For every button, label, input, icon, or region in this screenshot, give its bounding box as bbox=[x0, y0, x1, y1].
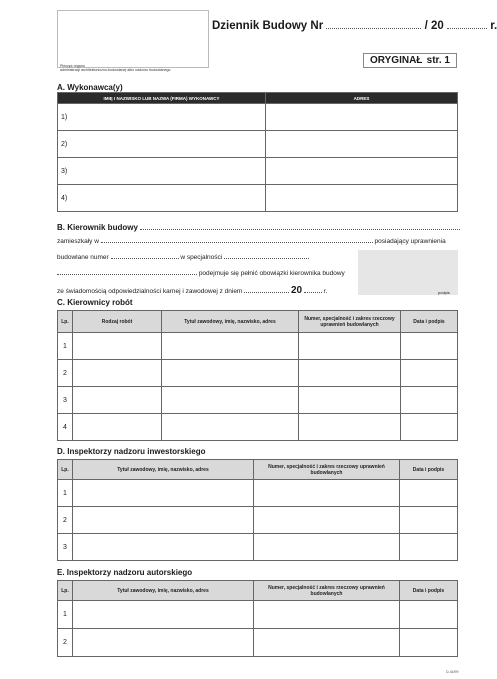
row-number: 4 bbox=[58, 414, 73, 441]
signature-label: podpis bbox=[438, 290, 450, 295]
year-field[interactable] bbox=[304, 292, 322, 293]
table-row[interactable] bbox=[58, 158, 458, 185]
cell[interactable] bbox=[162, 333, 299, 360]
table-row[interactable] bbox=[58, 507, 458, 534]
cell[interactable] bbox=[73, 601, 254, 629]
cell[interactable] bbox=[400, 629, 458, 657]
stamp-caption-line1: Pieczęć organu bbox=[60, 64, 85, 68]
license-number-field[interactable] bbox=[111, 258, 179, 259]
cell[interactable] bbox=[401, 414, 458, 441]
col-address: ADRES bbox=[266, 93, 458, 104]
row-number: 3 bbox=[58, 387, 73, 414]
col-date-sign: Data i podpis bbox=[401, 311, 458, 333]
table-row[interactable] bbox=[58, 104, 458, 131]
day-field[interactable] bbox=[244, 292, 289, 293]
duties-field[interactable] bbox=[57, 274, 197, 275]
stamp-caption-line2: administracji architektoniczno-budowlanej albo nadzoru budowlanego bbox=[60, 68, 171, 73]
table-row[interactable] bbox=[58, 131, 458, 158]
col-contractor-name: IMIĘ I NAZWISKO LUB NAZWA (FIRMA) WYKONAWCY bbox=[58, 93, 266, 104]
signature-box[interactable] bbox=[358, 250, 458, 295]
table-row[interactable] bbox=[58, 601, 458, 629]
cell[interactable] bbox=[266, 158, 458, 185]
line-date bbox=[57, 285, 327, 296]
table-row[interactable] bbox=[58, 480, 458, 507]
table-row[interactable] bbox=[58, 629, 458, 657]
label: w specjalności bbox=[180, 254, 223, 261]
col-license: Numer, specjalność i zakres rzeczowy uprawnień budowlanych bbox=[299, 311, 401, 333]
row-number: 3 bbox=[58, 534, 73, 561]
cell[interactable] bbox=[299, 387, 401, 414]
label: zamieszkały w bbox=[57, 238, 99, 245]
row-number: 2 bbox=[58, 507, 73, 534]
row-label: 4) bbox=[58, 185, 266, 212]
cell[interactable] bbox=[299, 333, 401, 360]
cell[interactable] bbox=[73, 480, 254, 507]
row-number: 1 bbox=[58, 601, 73, 629]
section-d-title: D. Inspektorzy nadzoru inwestorskiego bbox=[57, 447, 206, 456]
contractors-table bbox=[57, 92, 458, 212]
section-b-label: B. Kierownik budowy bbox=[57, 223, 138, 232]
line-license bbox=[57, 254, 309, 261]
cell[interactable] bbox=[73, 507, 254, 534]
col-title-name: Tytuł zawodowy, imię, nazwisko, adres bbox=[73, 581, 254, 601]
investor-inspectors-table bbox=[57, 459, 458, 561]
label: podejmuje się pełnić obowiązki kierownika budowy bbox=[198, 270, 345, 277]
stamp-caption bbox=[60, 64, 220, 73]
label: posiadający uprawnienia bbox=[374, 238, 446, 245]
cell[interactable] bbox=[254, 601, 400, 629]
cell[interactable] bbox=[254, 507, 400, 534]
cell[interactable] bbox=[400, 601, 458, 629]
specialty-field[interactable] bbox=[224, 258, 309, 259]
row-number: 1 bbox=[58, 480, 73, 507]
cell[interactable] bbox=[400, 507, 458, 534]
section-e-title: E. Inspektorzy nadzoru autorskiego bbox=[57, 568, 193, 577]
cell[interactable] bbox=[73, 360, 162, 387]
col-license: Numer, specjalność i zakres rzeczowy uprawnień budowlanych bbox=[254, 581, 400, 601]
col-lp: Lp. bbox=[58, 581, 73, 601]
label: ze świadomością odpowiedzialności karnej i zawodowej z dniem bbox=[57, 288, 243, 295]
page-label: str. 1 bbox=[426, 55, 450, 66]
cell[interactable] bbox=[401, 360, 458, 387]
cell[interactable] bbox=[73, 414, 162, 441]
row-number: 1 bbox=[58, 333, 73, 360]
original-label: ORYGINAŁ bbox=[370, 55, 423, 66]
table-row[interactable] bbox=[58, 387, 458, 414]
cell[interactable] bbox=[254, 629, 400, 657]
col-title-name: Tytuł zawodowy, imię, nazwisko, adres bbox=[73, 460, 254, 480]
section-c-title: C. Kierownicy robót bbox=[57, 298, 133, 307]
original-badge bbox=[363, 53, 457, 68]
manager-name-field[interactable] bbox=[140, 229, 460, 230]
table-row[interactable] bbox=[58, 360, 458, 387]
label: r. bbox=[323, 288, 328, 295]
line-duties bbox=[57, 270, 345, 277]
cell[interactable] bbox=[162, 360, 299, 387]
row-label: 3) bbox=[58, 158, 266, 185]
cell[interactable] bbox=[401, 333, 458, 360]
year-field[interactable] bbox=[447, 28, 487, 29]
cell[interactable] bbox=[266, 104, 458, 131]
row-number: 2 bbox=[58, 629, 73, 657]
cell[interactable] bbox=[401, 387, 458, 414]
cell[interactable] bbox=[266, 131, 458, 158]
cell[interactable] bbox=[73, 387, 162, 414]
section-a-title: A. Wykonawca(y) bbox=[57, 83, 123, 92]
table-row[interactable] bbox=[58, 534, 458, 561]
col-title-name: Tytuł zawodowy, imię, nazwisko, adres bbox=[162, 311, 299, 333]
form-code: D-44/99 bbox=[446, 670, 459, 674]
col-license: Numer, specjalność i zakres rzeczowy uprawnień budowlanych bbox=[254, 460, 400, 480]
row-label: 2) bbox=[58, 131, 266, 158]
cell[interactable] bbox=[73, 333, 162, 360]
cell[interactable] bbox=[254, 480, 400, 507]
stamp-box bbox=[57, 10, 209, 68]
cell[interactable] bbox=[73, 534, 254, 561]
table-row[interactable] bbox=[58, 333, 458, 360]
row-number: 2 bbox=[58, 360, 73, 387]
cell[interactable] bbox=[162, 387, 299, 414]
year-prefix: 20 bbox=[290, 285, 303, 296]
author-inspectors-table bbox=[57, 580, 458, 657]
cell[interactable] bbox=[254, 534, 400, 561]
page-title bbox=[212, 20, 497, 32]
year-prefix: / 20 bbox=[424, 20, 444, 32]
year-suffix: r. bbox=[490, 20, 497, 32]
table-row[interactable] bbox=[58, 414, 458, 441]
section-b-title bbox=[57, 223, 460, 232]
col-date-sign: Data i podpis bbox=[400, 581, 458, 601]
cell[interactable] bbox=[162, 414, 299, 441]
cell[interactable] bbox=[299, 360, 401, 387]
residence-field[interactable] bbox=[101, 242, 373, 243]
cell[interactable] bbox=[299, 414, 401, 441]
cell[interactable] bbox=[266, 185, 458, 212]
col-work-type: Rodzaj robót bbox=[73, 311, 162, 333]
works-managers-table bbox=[57, 310, 458, 441]
row-label: 1) bbox=[58, 104, 266, 131]
table-row[interactable] bbox=[58, 185, 458, 212]
col-lp: Lp. bbox=[58, 460, 73, 480]
label: budowlane numer bbox=[57, 254, 109, 261]
line-residence bbox=[57, 238, 446, 245]
cell[interactable] bbox=[400, 480, 458, 507]
title-text: Dziennik Budowy Nr bbox=[212, 20, 324, 32]
col-lp: Lp. bbox=[58, 311, 73, 333]
journal-number-field[interactable] bbox=[326, 28, 421, 29]
cell[interactable] bbox=[73, 629, 254, 657]
col-date-sign: Data i podpis bbox=[400, 460, 458, 480]
cell[interactable] bbox=[400, 534, 458, 561]
